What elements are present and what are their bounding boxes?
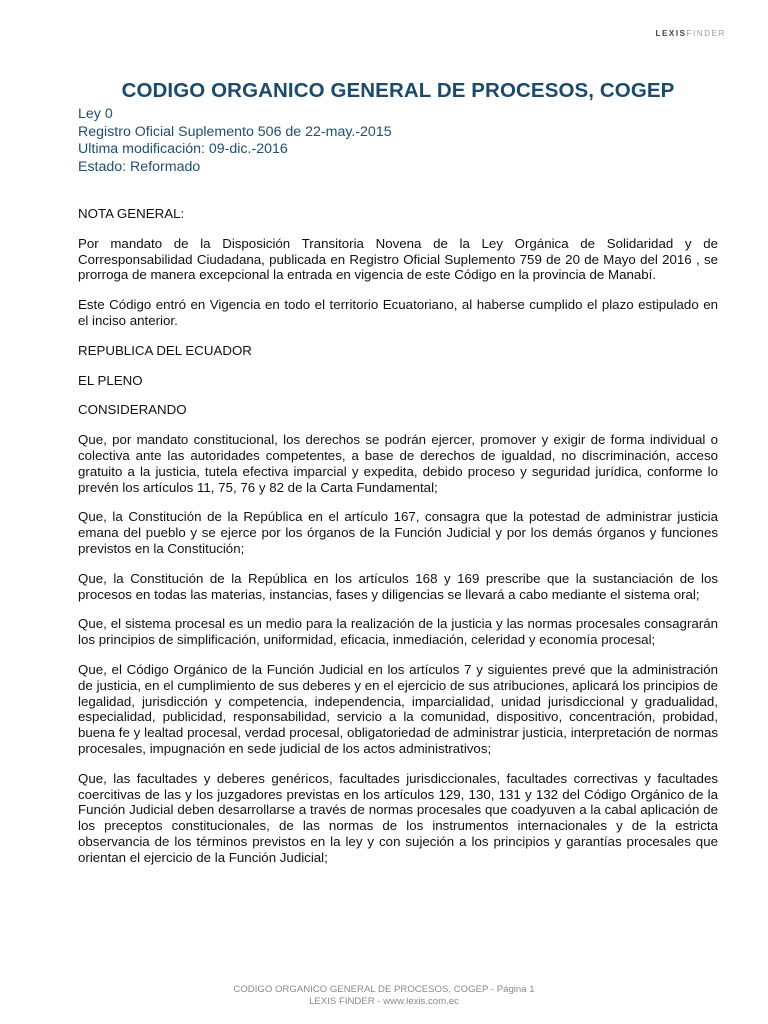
document-body <box>78 206 718 880</box>
body-paragraph: CONSIDERANDO <box>78 402 187 418</box>
body-paragraph: Que, el Código Orgánico de la Función Judicial en los artículos 7 y siguientes prevé que la administración de justicia, en el cumplimiento de sus deberes y en el ejercicio de sus atribuciones, aplicará los principios de legalidad, jurisdicción y competencia, independencia, imparcialidad, unidad jurisdiccional y gradualidad, especialidad, publicidad, responsabilidad, servicio a la comunidad, dispositivo, concentración, probidad, buena fe y lealtad procesal, verdad procesal, obligatoriedad de administrar justicia, interpretación de normas procesales, impugnación en sede judicial de los actos administrativos; <box>78 661 718 756</box>
page-footer <box>0 984 768 1007</box>
body-paragraph: Este Código entró en Vigencia en todo el territorio Ecuatoriano, al haberse cumplido el plazo estipulado en el inciso anterior. <box>78 297 718 328</box>
body-paragraph: Por mandato de la Disposición Transitoria Novena de la Ley Orgánica de Solidaridad y de Corresponsabilidad Ciudadana, publicada en Registro Oficial Suplemento 759 de 20 de Mayo del 2016 , se prorroga de manera excepcional la entrada en vigencia de este Código en la provincia de Manabí. <box>78 235 718 283</box>
body-paragraph: Que, la Constitución de la República en el artículo 167, consagra que la potestad de administrar justicia emana del pueblo y se ejerce por los órganos de la Función Judicial y por los demás órganos y funciones previstos en la Constitución; <box>78 509 718 556</box>
body-paragraph: Que, el sistema procesal es un medio para la realización de la justicia y las normas procesales consagrarán los principios de simplificación, uniformidad, eficacia, inmediación, celeridad y economía procesal; <box>78 616 718 648</box>
meta-modificacion: Ultima modificación: 09-dic.-2016 <box>78 141 288 157</box>
document-header <box>78 78 718 176</box>
body-paragraph: Que, la Constitución de la República en los artículos 168 y 169 prescribe que la sustanciación de los procesos en todas las materias, instancias, fases y diligencias se llevará a cabo mediante el sistema oral; <box>78 570 718 602</box>
brand-logo-light: FINDER <box>686 29 726 38</box>
body-paragraph: EL PLENO <box>78 372 143 388</box>
body-paragraph: REPUBLICA DEL ECUADOR <box>78 342 252 358</box>
meta-estado: Estado: Reformado <box>78 158 201 175</box>
brand-logo-strong: LEXIS <box>655 29 687 38</box>
body-paragraph: Que, por mandato constitucional, los derechos se podrán ejercer, promover y exigir de forma individual o colectiva ante las autoridades competentes, a base de derechos de igualdad, no discriminación, acceso gratuito a la justicia, tutela efectiva imparcial y expedita, debido proceso y seguridad jurídica, conforme lo prevén los artículos 11, 75, 76 y 82 de la Carta Fundamental; <box>78 432 718 495</box>
document-meta <box>78 106 718 176</box>
body-paragraph: NOTA GENERAL: <box>78 206 185 221</box>
footer-site-label: LEXIS FINDER - www.lexis.com.ec <box>309 995 459 1007</box>
meta-ley: Ley 0 <box>78 106 113 122</box>
body-paragraph: Que, las facultades y deberes genéricos, facultades jurisdiccionales, facultades correctivas y facultades coercitivas de las y los juzgadores previstas en los artículos 129, 130, 131 y 132 del Código Orgánico de la Función Judicial deben desarrollarse a través de normas procesales que coadyuven a la cabal aplicación de los preceptos constitucionales, de las normas de los instrumentos internacionales y de la estricta observancia de los términos previstos en la ley y con sujeción a los principios y garantías procesales que orientan el ejercicio de la Función Judicial; <box>78 770 718 865</box>
document-title: CODIGO ORGANICO GENERAL DE PROCESOS, COGEP <box>121 79 675 102</box>
footer-page-label: CODIGO ORGANICO GENERAL DE PROCESOS, COGEP - Página 1 <box>233 984 535 995</box>
meta-registro: Registro Oficial Suplemento 506 de 22-may.-2015 <box>78 123 392 140</box>
brand-logo <box>655 29 726 38</box>
